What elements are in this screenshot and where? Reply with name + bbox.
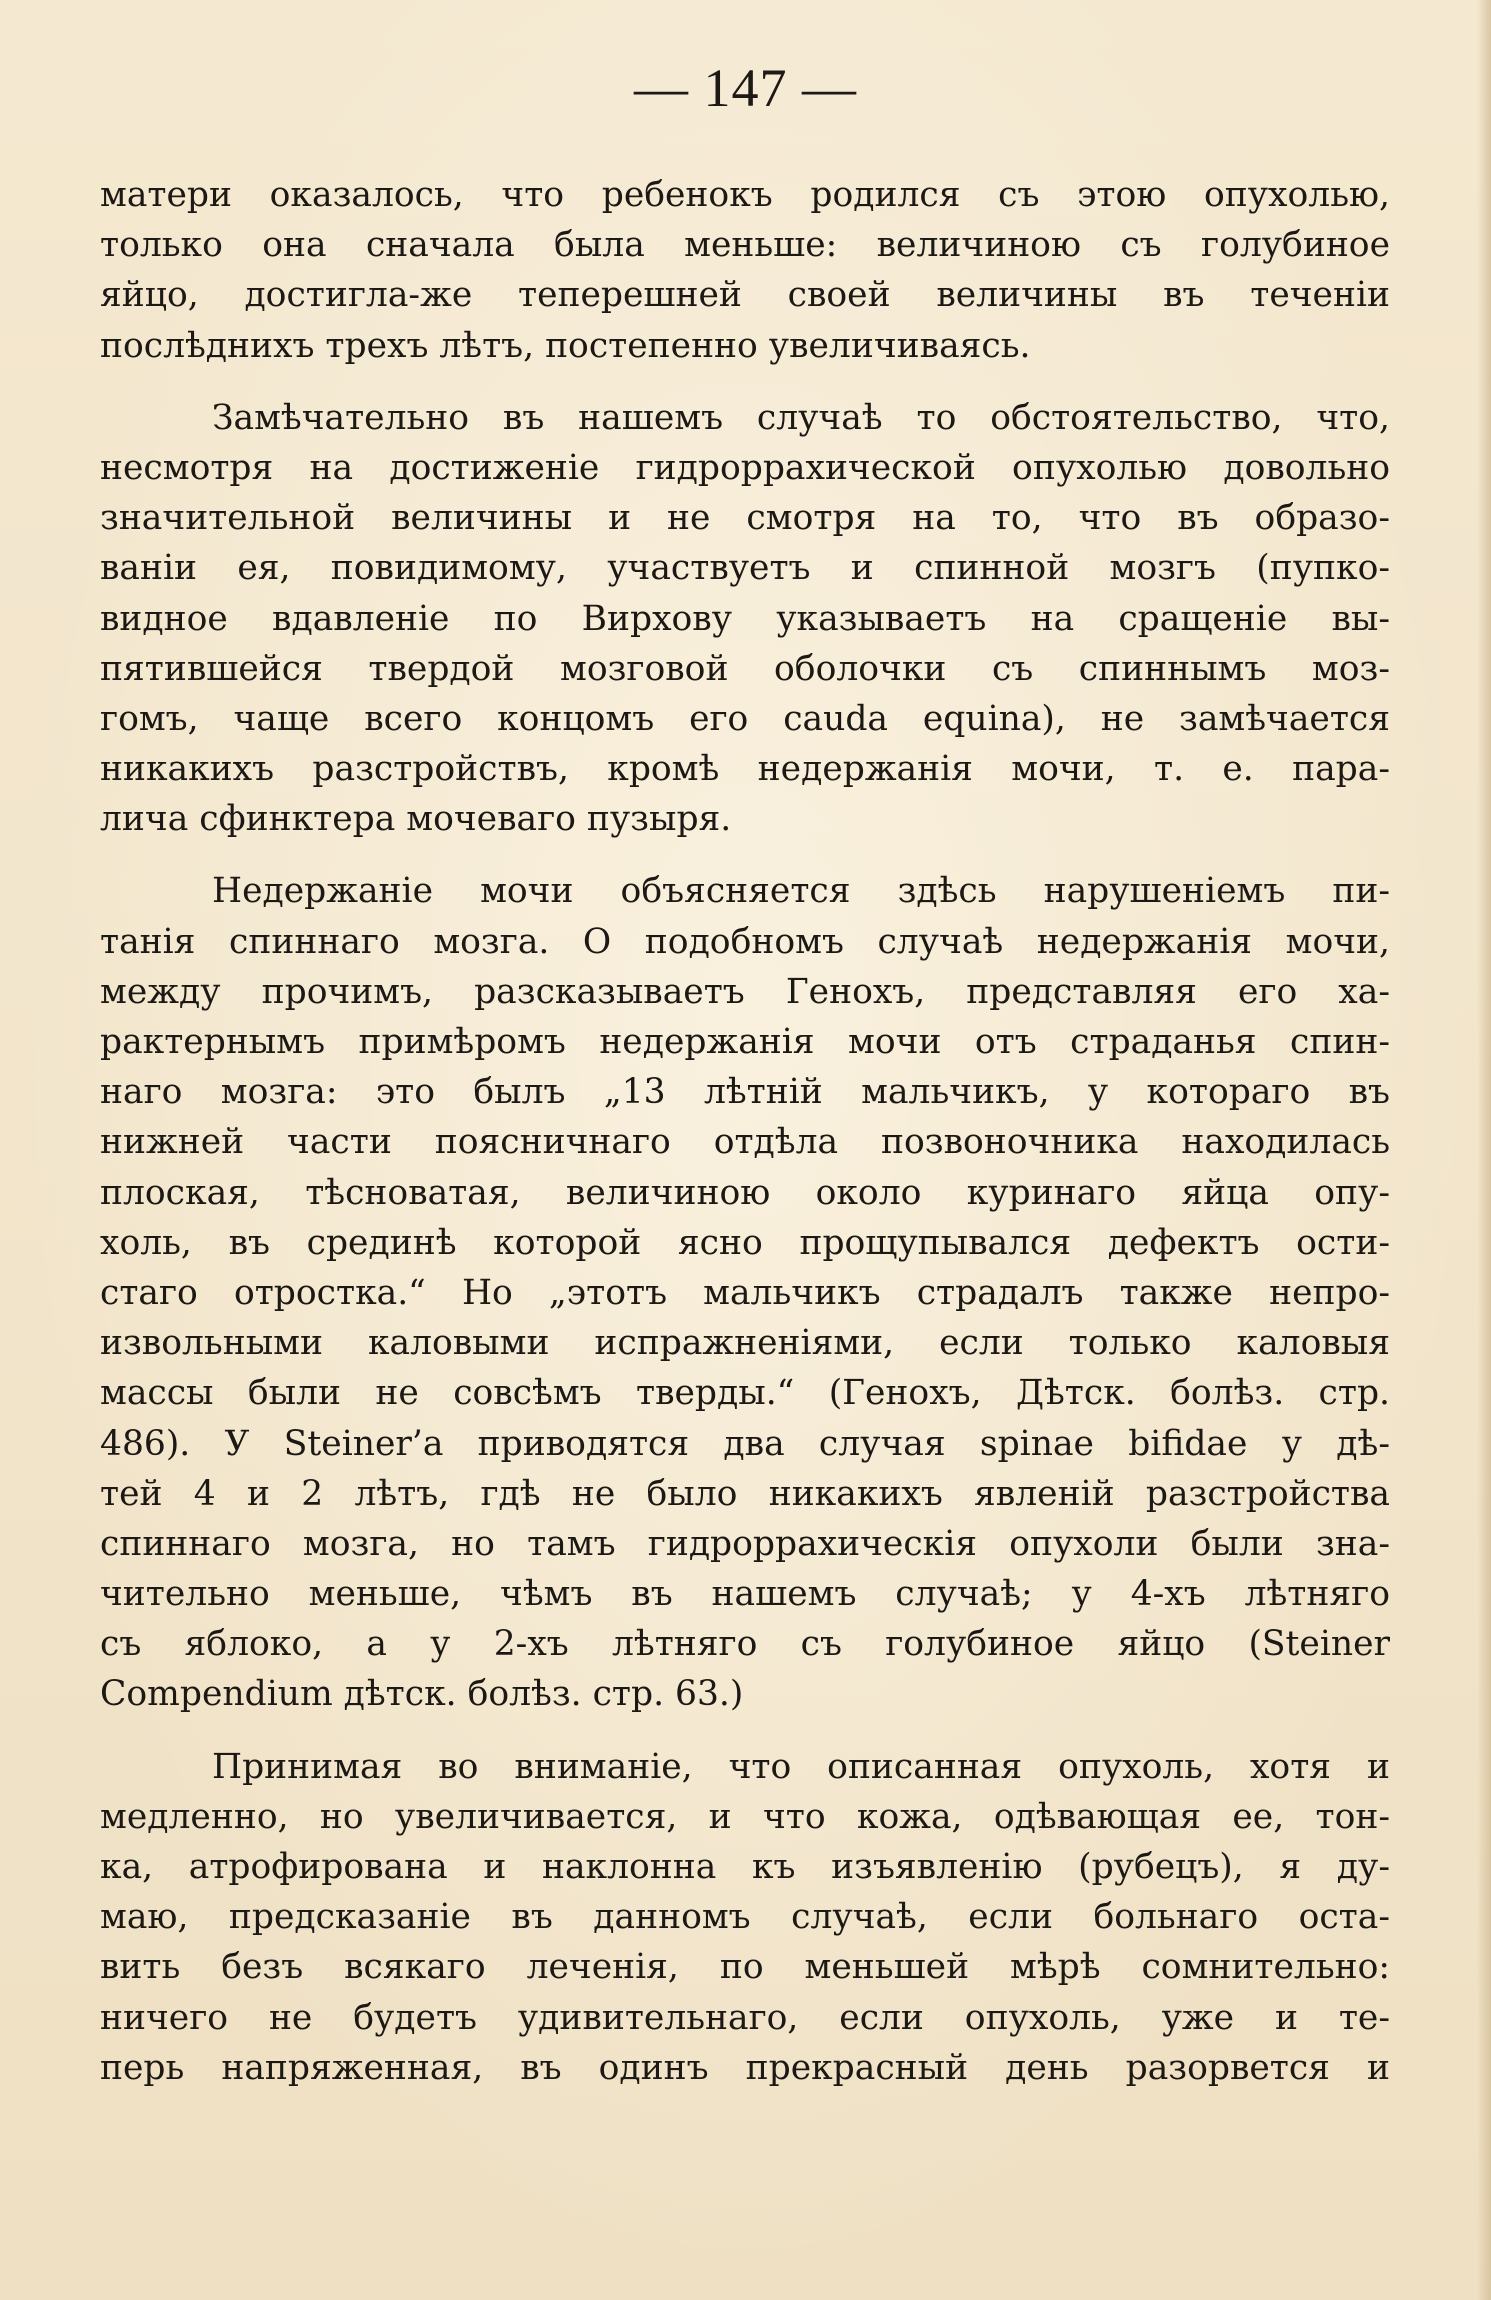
page-body-text <box>100 170 1390 2093</box>
text-line: извольными каловыми испражненіями, если только каловыя <box>100 1323 1390 1364</box>
text-line: массы были не совсѣмъ тверды.“ (Генохъ, Дѣтск. болѣз. стр. <box>100 1373 1390 1414</box>
text-line: Compendium дѣтск. болѣз. стр. 63.) <box>100 1674 744 1715</box>
text-line: вить безъ всякаго леченія, по меньшей мѣрѣ сомнительно: <box>100 1947 1390 1988</box>
text-line: наго мозга: это былъ „13 лѣтній мальчикъ, у котораго въ <box>100 1072 1390 1113</box>
text-line: гомъ, чаще всего концомъ его cauda equina), не замѣчается <box>100 698 1390 739</box>
text-line: ка, атрофирована и наклонна къ изъявленію (рубецъ), я ду- <box>100 1847 1390 1887</box>
text-line: между прочимъ, разсказываетъ Генохъ, представляя его ха- <box>100 971 1390 1012</box>
text-line: медленно, но увеличивается, и что кожа, одѣвающая ее, тон- <box>100 1796 1390 1837</box>
text-line: рактернымъ примѣромъ недержанія мочи отъ страданья спин- <box>100 1022 1390 1062</box>
text-line: ваніи ея, повидимому, участвуетъ и спинной мозгъ (пупко- <box>100 548 1390 589</box>
text-line: значительной величины и не смотря на то, что въ образо- <box>100 498 1390 539</box>
text-line: матери оказалось, что ребенокъ родился съ этою опухолью, <box>100 175 1390 215</box>
text-line: пятившейся твердой мозговой оболочки съ спиннымъ моз- <box>100 648 1390 689</box>
text-line: Замѣчательно въ нашемъ случаѣ то обстоятельство, что, <box>212 397 1390 438</box>
text-line: ничего не будетъ удивительнаго, если опухоль, уже и те- <box>100 1997 1390 2038</box>
paragraph <box>100 866 1390 1719</box>
text-line: послѣднихъ трехъ лѣтъ, постепенно увеличиваясь. <box>100 325 1031 366</box>
text-line: стаго отростка.“ Но „этотъ мальчикъ страдалъ также непро- <box>100 1272 1390 1313</box>
page-number: — 147 — <box>634 58 857 118</box>
paragraph <box>100 393 1390 845</box>
paragraph <box>100 170 1390 371</box>
text-line: Недержаніе мочи объясняется здѣсь нарушеніемъ пи- <box>212 871 1390 912</box>
text-line: 486). У Steiner’a приводятся два случая spinae bifidae у дѣ- <box>100 1423 1390 1464</box>
text-line: плоская, тѣсноватая, величиною около куринаго яйца опу- <box>100 1172 1390 1213</box>
text-line: только она сначала была меньше: величиною съ голубиное <box>100 225 1390 266</box>
text-line: никакихъ разстройствъ, кромѣ недержанія мочи, т. е. пара- <box>100 749 1390 790</box>
text-line: маю, предсказаніе въ данномъ случаѣ, если больнаго оста- <box>100 1897 1390 1938</box>
text-line: спиннаго мозга, но тамъ гидроррахическія опухоли были зна- <box>100 1523 1390 1564</box>
text-line: нижней части поясничнаго отдѣла позвоночника находилась <box>100 1122 1390 1163</box>
text-line: танія спиннаго мозга. О подобномъ случаѣ недержанія мочи, <box>100 921 1390 962</box>
text-line: съ яблоко, а у 2-хъ лѣтняго съ голубиное яйцо (Steiner <box>100 1624 1390 1665</box>
paragraph-gap <box>100 371 1390 393</box>
text-line: яйцо, достигла-же теперешней своей величины въ теченіи <box>100 275 1390 316</box>
text-line: тей 4 и 2 лѣтъ, гдѣ не было никакихъ явленій разстройства <box>100 1473 1390 1514</box>
page-edge-shadow <box>1477 0 1491 2300</box>
paragraph <box>100 1742 1390 2093</box>
text-line: перь напряженная, въ одинъ прекрасный день разорвется и <box>100 2047 1390 2088</box>
text-line: Принимая во вниманіе, что описанная опухоль, хотя и <box>212 1746 1390 1787</box>
text-line: холь, въ срединѣ которой ясно прощупывался дефектъ ости- <box>100 1222 1390 1263</box>
text-line: чительно меньше, чѣмъ въ нашемъ случаѣ; у 4-хъ лѣтняго <box>100 1574 1390 1615</box>
text-line: несмотря на достиженіе гидроррахической опухолью довольно <box>100 447 1390 488</box>
text-line: видное вдавленіе по Вирхову указываетъ на сращеніе вы- <box>100 598 1390 639</box>
paragraph-gap <box>100 1720 1390 1742</box>
paragraph-gap <box>100 844 1390 866</box>
text-line: лича сфинктера мочеваго пузыря. <box>100 799 732 840</box>
